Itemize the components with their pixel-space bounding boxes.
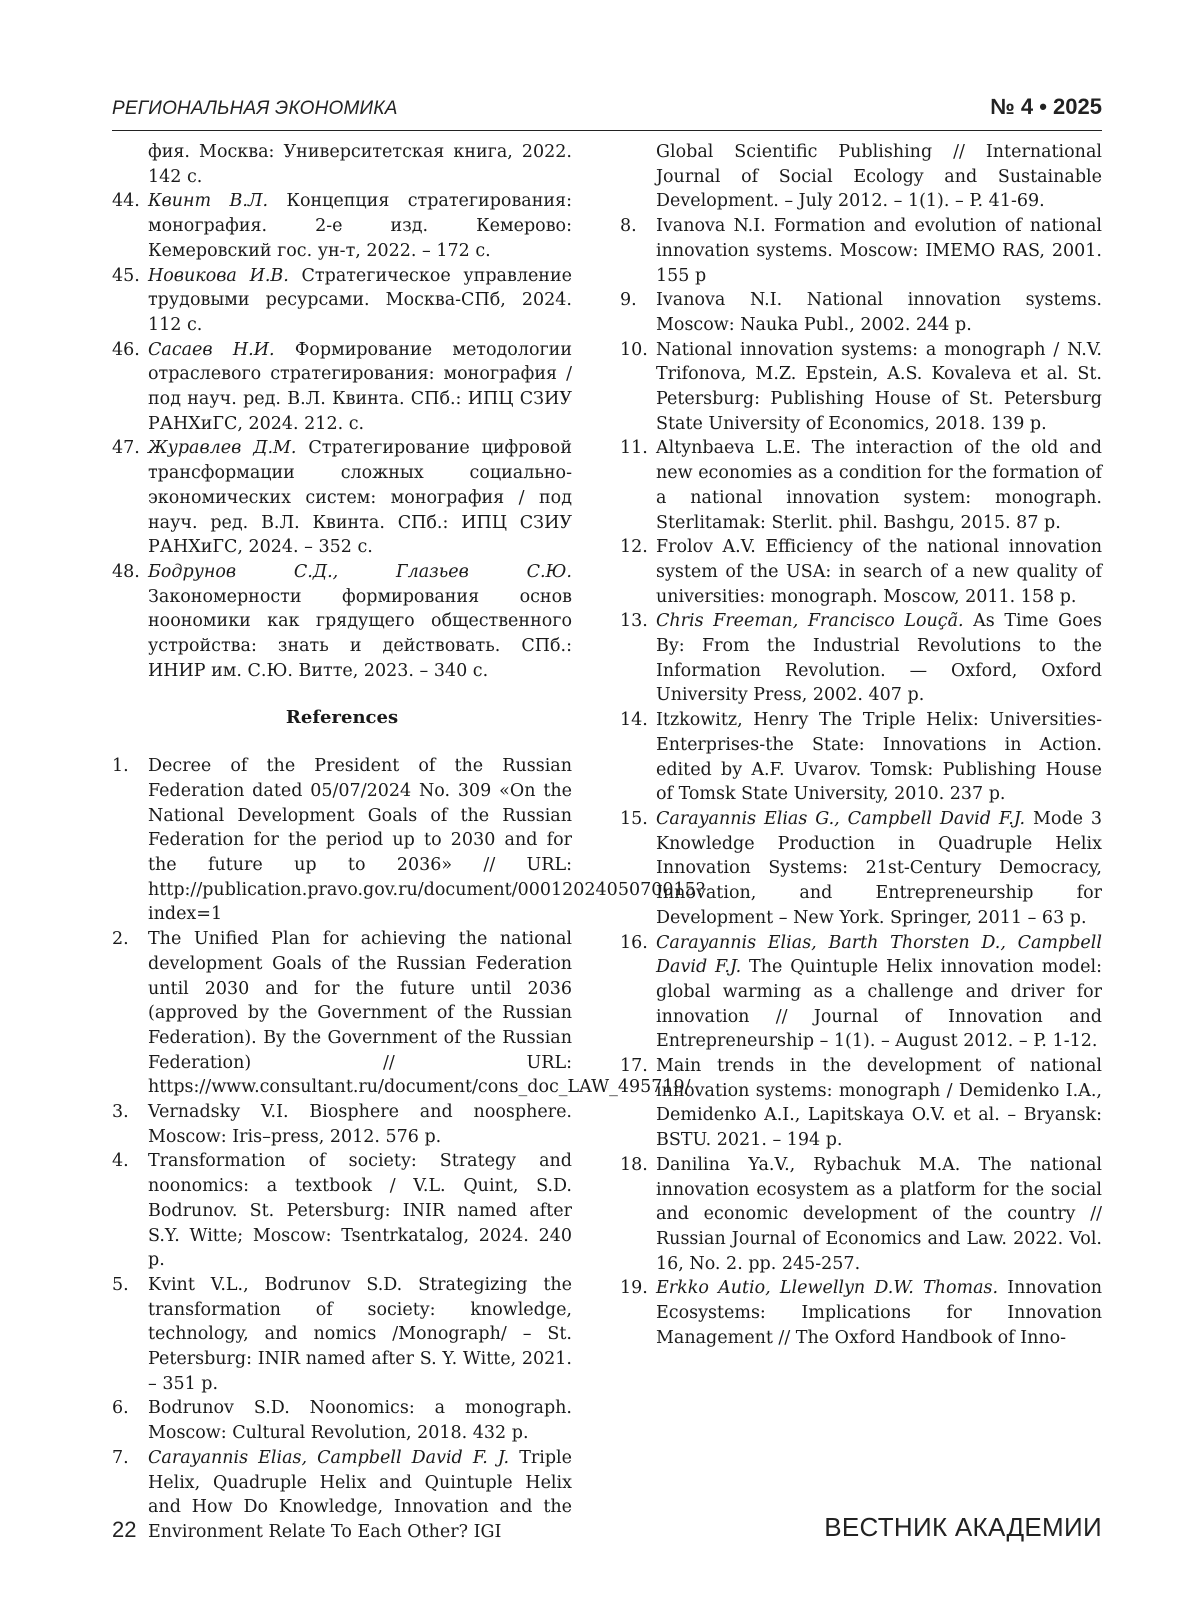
reference-number: 10. xyxy=(620,339,648,360)
reference-text: Transformation of society: Strategy and noonomics: a textbook / V.L. Quint, S.D. Bodrunov. St. Petersburg: INIR named after S.Y. Witte; Moscow: Tsentrkatalog, 2024. 240 p. xyxy=(148,1151,572,1271)
reference-number: 19. xyxy=(620,1278,648,1299)
reference-text: Decree of the President of the Russian Federation dated 05/07/2024 No. 309 «On the National Development Goals of the Russian Federation for the period up to 2030 and for the future up to 2036» // URL: http://publication.pravo.gov.ru/document/0001202405070015?index=1 xyxy=(148,756,706,925)
reference-authors: Carayannis Elias, Barth Thorsten D., Campbell David F.J. xyxy=(656,932,1102,978)
issue-number: № 4 • 2025 xyxy=(990,94,1102,119)
reference-entry xyxy=(620,931,1102,1055)
reference-number: 1. xyxy=(112,756,129,777)
reference-entry xyxy=(620,807,1102,931)
reference-entry xyxy=(620,1153,1102,1277)
reference-entry xyxy=(620,1276,1102,1350)
reference-entry xyxy=(112,436,572,560)
page-number: 22 xyxy=(112,1517,137,1542)
reference-number: 4. xyxy=(112,1151,129,1172)
reference-authors: Журавлев Д.М. xyxy=(148,438,297,459)
reference-number: 16. xyxy=(620,932,648,953)
reference-number: 8. xyxy=(620,216,637,237)
reference-entry xyxy=(620,1054,1102,1153)
reference-text: Vernadsky V.I. Biosphere and noosphere. Moscow: Iris–press, 2012. 576 p. xyxy=(148,1102,572,1147)
reference-entry xyxy=(112,189,572,263)
reference-text: The Quintuple Helix innovation model: global warming as a challenge and driver for innovation // Journal of Innovation and Entrepreneurship – 1(1). – August 2012. – P. 1-12. xyxy=(656,957,1102,1052)
reference-number: 15. xyxy=(620,808,648,829)
reference-number: 48. xyxy=(112,561,140,582)
reference-number: 9. xyxy=(620,290,637,311)
reference-entry xyxy=(620,535,1102,609)
reference-number: 45. xyxy=(112,265,140,286)
reference-authors: Carayannis Elias, Campbell David F. J. xyxy=(148,1447,510,1468)
reference-number: 3. xyxy=(112,1102,129,1123)
reference-entry xyxy=(112,754,706,927)
russian-reference-list xyxy=(112,189,572,683)
running-header xyxy=(112,92,1102,131)
reference-entry xyxy=(112,1446,572,1545)
reference-entry xyxy=(112,1149,572,1273)
reference-text: Стратегирование цифровой трансформации сложных социально-экономических систем: монография / под науч. ред. В.Л. Квинта. СПб.: ИПЦ СЗИУ РАНХиГС, 2024. – 352 с. xyxy=(148,438,572,558)
reference-text: As Time Goes By: From the Industrial Revolutions to the Information Revolution. — Oxford, Oxford University Press, 2002. 407 p. xyxy=(656,611,1102,706)
reference-entry xyxy=(620,214,1102,288)
reference-entry xyxy=(112,1100,572,1149)
reference-number: 6. xyxy=(112,1398,129,1419)
reference-authors: Erkko Autio, Llewellyn D.W. Thomas. xyxy=(656,1278,999,1299)
reference-number: 5. xyxy=(112,1274,129,1295)
reference-entry xyxy=(112,338,572,437)
reference-authors: Сасаев Н.И. xyxy=(148,339,275,360)
reference-entry xyxy=(620,609,1102,708)
right-column xyxy=(620,140,1102,1350)
reference-number: 12. xyxy=(620,537,648,558)
reference-text: The Unified Plan for achieving the national development Goals of the Russian Federation until 2030 and for the future until 2036 (approved by the Government of the Russian Federation). By the Government of the Russian Federation) // URL: https://www.consultant.ru/document/cons_doc_LAW_495719/ xyxy=(148,929,691,1098)
reference-text: Main trends in the development of national innovation systems: monograph / Demidenko I.A., Demidenko A.I., Lapitskaya O.V. et al. – Bryansk: BSTU. 2021. – 194 p. xyxy=(656,1056,1102,1151)
english-reference-list-right xyxy=(620,214,1102,1350)
reference-text: Bodrunov S.D. Noonomics: a monograph. Moscow: Cultural Revolution, 2018. 432 p. xyxy=(148,1398,572,1444)
reference-text: Mode 3 Knowledge Production in Quadruple Helix Innovation Systems: 21st-Century Democracy, Innovation, and Entrepreneurship for Development – New York. Springer, 2011 – 63 p. xyxy=(656,808,1102,928)
reference-authors: Chris Freeman, Francisco Louçã. xyxy=(656,611,964,632)
reference-text: Стратегическое управление трудовыми ресурсами. Москва-СПб, 2024. 112 с. xyxy=(148,265,572,335)
journal-section-title: РЕГИОНАЛЬНАЯ ЭКОНОМИКА xyxy=(112,98,398,119)
reference-number: 18. xyxy=(620,1154,648,1175)
reference-number: 2. xyxy=(112,929,129,950)
reference-text: Концепция стратегирования: монография. 2-е изд. Кемерово: Кемеровский гос. ун-т, 2022. – 172 с. xyxy=(148,191,572,261)
reference-entry xyxy=(112,264,572,338)
reference-entry xyxy=(620,338,1102,437)
reference-text: Закономерности формирования основ ноономики как грядущего общественного устройства: знать и действовать. СПб.: ИНИР им. С.Ю. Витте, 2023. – 340 с. xyxy=(148,586,572,681)
reference-entry xyxy=(620,288,1102,337)
reference-authors: Квинт В.Л. xyxy=(148,191,269,212)
reference-text: Формирование методологии отраслевого стратегирования: монография / под науч. ред. В.Л. Квинта. СПб.: ИПЦ СЗИУ РАНХиГС, 2024. 212. с. xyxy=(148,339,572,434)
reference-text: Kvint V.L., Bodrunov S.D. Strategizing the transformation of society: knowledge, technology, and nomics /Monograph/ – St. Petersburg: INIR named after S. Y. Witte, 2021. – 351 p. xyxy=(148,1274,572,1394)
reference-text: Frolov A.V. Efficiency of the national innovation system of the USA: in search of a new quality of universities: monograph. Moscow, 2011. 158 p. xyxy=(656,537,1102,607)
reference-authors: Carayannis Elias G., Campbell David F.J. xyxy=(656,808,1026,829)
reference-authors: Новикова И.В. xyxy=(148,265,289,286)
reference-number: 44. xyxy=(112,191,140,212)
reference-entry xyxy=(112,1273,572,1397)
reference-number: 46. xyxy=(112,339,140,360)
references-heading: References xyxy=(285,707,399,729)
continued-reference: Global Scientific Publishing // International Journal of Social Ecology and Sustainable Development. – July 2012. – 1(1). – P. 41-69. xyxy=(656,142,1102,212)
reference-text: Altynbaeva L.E. The interaction of the old and new economies as a condition for the formation of a national innovation system: monograph. Sterlitamak: Sterlit. phil. Bashgu, 2015. 87 p. xyxy=(656,438,1102,533)
reference-text: Ivanova N.I. Formation and evolution of national innovation systems. Moscow: IMEMO RAS, 2001. 155 p xyxy=(656,216,1102,286)
reference-text: Triple Helix, Quadruple Helix and Quintuple Helix and How Do Knowledge, Innovation and the Environment Relate To Each Other? IGI xyxy=(148,1447,572,1542)
reference-entry xyxy=(112,560,572,684)
reference-number: 17. xyxy=(620,1056,648,1077)
continued-reference: фия. Москва: Университетская книга, 2022. 142 с. xyxy=(148,142,572,187)
reference-authors: Бодрунов С.Д., Глазьев С.Ю. xyxy=(148,561,572,582)
reference-text: Danilina Ya.V., Rybachuk M.A. The national innovation ecosystem as a platform for the social and economic development of the country // Russian Journal of Economics and Law. 2022. Vol. 16, No. 2. pp. 245-257. xyxy=(656,1154,1102,1274)
reference-number: 11. xyxy=(620,438,648,459)
reference-entry xyxy=(620,708,1102,807)
reference-number: 47. xyxy=(112,438,140,459)
reference-text: Itzkowitz, Henry The Triple Helix: Universities-Enterprises-the State: Innovations in Action. edited by A.F. Uvarov. Tomsk: Publishing House of Tomsk State University, 2010. 237 p. xyxy=(656,710,1102,805)
reference-number: 7. xyxy=(112,1447,129,1468)
reference-text: National innovation systems: a monograph / N.V. Trifonova, M.Z. Epstein, A.S. Kovaleva et al. St. Petersburg: Publishing House of St. Petersburg State University of Economics, 2018. 139 p. xyxy=(656,339,1102,434)
reference-text: Ivanova N.I. National innovation systems. Moscow: Nauka Publ., 2002. 244 p. xyxy=(656,290,1102,335)
journal-name: ВЕСТНИК АКАДЕМИИ xyxy=(824,1512,1102,1542)
reference-text: Innovation Ecosystems: Implications for Innovation Management // The Oxford Handbook of Inno- xyxy=(656,1278,1102,1348)
reference-number: 13. xyxy=(620,611,648,632)
reference-entry xyxy=(112,1396,572,1445)
reference-entry xyxy=(620,436,1102,535)
reference-number: 14. xyxy=(620,710,648,731)
